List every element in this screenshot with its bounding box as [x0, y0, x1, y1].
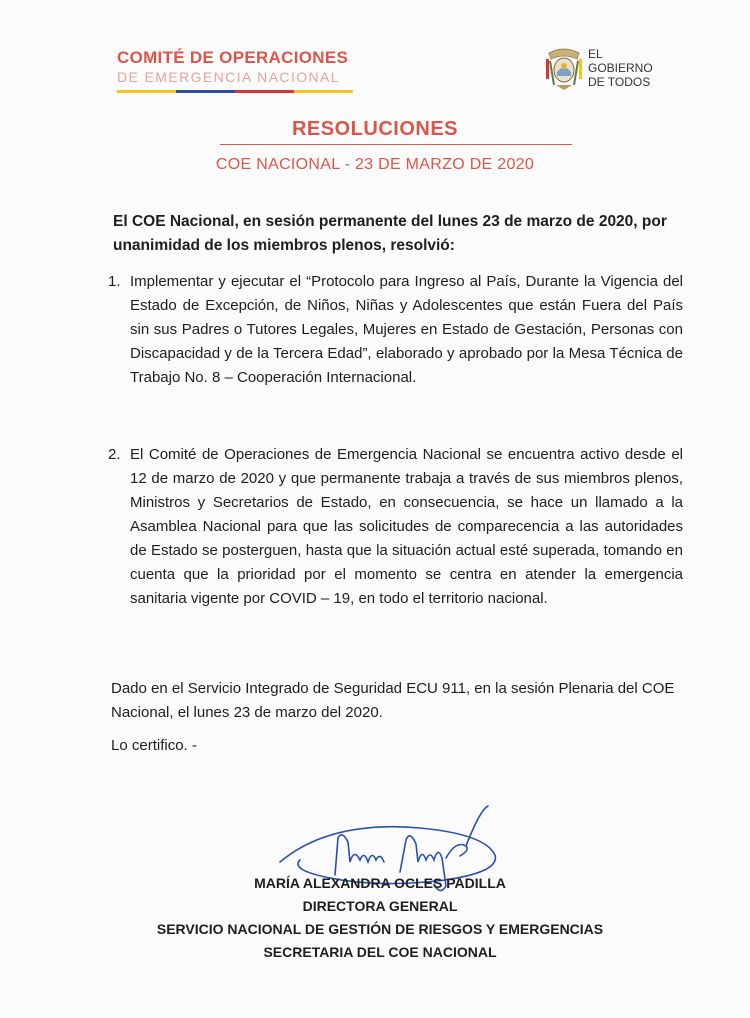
signer-office: SERVICIO NACIONAL DE GESTIÓN DE RIESGOS Y EMERGENCIAS: [156, 921, 604, 937]
org-title: COMITÉ DE OPERACIONES: [117, 48, 349, 67]
closing-paragraph: Dado en el Servicio Integrado de Seguridad ECU 911, en la sesión Plenaria del COE Nacional, el lunes 23 de marzo del 2020.: [111, 680, 675, 721]
flag-stripe-blue: [176, 90, 235, 93]
item-number: 2.: [108, 446, 121, 463]
coat-of-arms-icon: [545, 45, 583, 91]
signer-role: DIRECTORA GENERAL: [302, 898, 458, 914]
resolution-item: [108, 270, 683, 390]
title-divider: [220, 144, 572, 145]
intro-paragraph: El COE Nacional, en sesión permanente del lunes 23 de marzo de 2020, por unanimidad de los miembros plenos, resolvió:: [113, 213, 667, 254]
resolution-item: [108, 443, 683, 611]
item-text: Implementar y ejecutar el “Protocolo para Ingreso al País, Durante la Vigencia del Estado de Excepción, de Niños, Niñas y Adolescentes que están Fuera del País sin sus Padres o Tutores Legales, Mujeres en Estado de Gestación, Personas con Discapacidad y de la Tercera Edad”, elaborado y aprobado por la Mesa Técnica de Trabajo No. 8 – Cooperación Internacional.: [130, 273, 683, 386]
item-text: El Comité de Operaciones de Emergencia Nacional se encuentra activo desde el 12 de marzo de 2020 y que permanente trabaja a través de sus miembros plenos, Ministros y Secretarios de Estado, en consecuencia, se hace un llamado a la Asamblea Nacional para que las solicitudes de comparecencia a las autoridades de Estado se posterguen, hasta que la situación actual esté superada, tomando en cuenta que la prioridad por el momento se centra en atender la emergencia sanitaria vigente por COVID – 19, en todo el territorio nacional.: [130, 446, 683, 607]
certification-line: Lo certifico. -: [111, 737, 197, 754]
gov-line-2: GOBIERNO: [588, 61, 653, 75]
flag-stripe-red: [235, 90, 294, 93]
government-wordmark: [588, 47, 653, 89]
document-subtitle: COE NACIONAL - 23 DE MARZO DE 2020: [215, 156, 535, 173]
document-title: RESOLUCIONES: [291, 118, 459, 140]
signer-secretary: SECRETARIA DEL COE NACIONAL: [263, 944, 497, 960]
flag-stripe-yellow: [117, 90, 176, 93]
org-subtitle: DE EMERGENCIA NACIONAL: [117, 69, 340, 85]
gov-line-3: DE TODOS: [588, 75, 651, 89]
signature-block: [140, 872, 620, 964]
flag-color-bar: [117, 90, 353, 93]
flag-stripe-yellow-2: [294, 90, 353, 93]
gov-line-1: EL: [588, 47, 603, 61]
item-number: 1.: [108, 273, 121, 290]
signer-name: MARÍA ALEXANDRA OCLES PADILLA: [254, 875, 506, 891]
